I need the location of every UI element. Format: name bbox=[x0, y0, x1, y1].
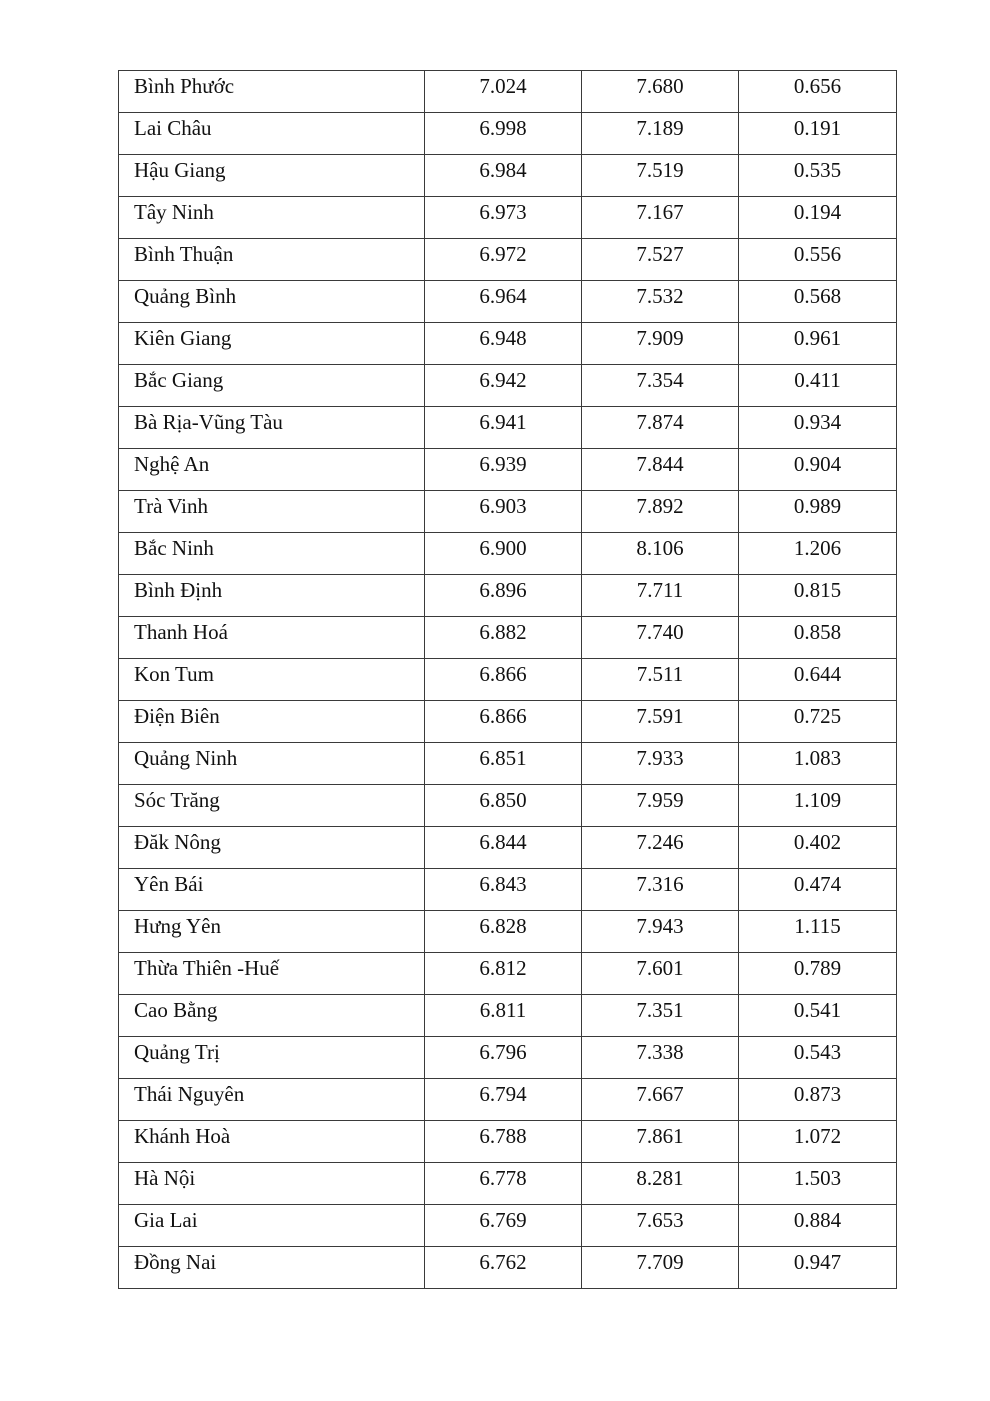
province-name-cell-text: Lai Châu bbox=[134, 116, 212, 140]
province-name-cell bbox=[119, 575, 425, 617]
value-cell-1 bbox=[425, 1163, 582, 1205]
value-cell-1-text: 6.941 bbox=[479, 410, 527, 434]
difference-cell-text: 0.656 bbox=[793, 74, 842, 98]
difference-cell-text: 1.072 bbox=[793, 1124, 842, 1148]
difference-cell bbox=[739, 323, 897, 365]
value-cell-2 bbox=[582, 911, 739, 953]
table-row bbox=[119, 911, 897, 953]
value-cell-1-text: 6.948 bbox=[479, 326, 527, 350]
value-cell-2-text: 7.338 bbox=[636, 1040, 684, 1064]
table-row bbox=[119, 533, 897, 575]
value-cell-2 bbox=[582, 491, 739, 533]
province-name-cell bbox=[119, 1163, 425, 1205]
value-cell-2-text: 7.591 bbox=[636, 704, 684, 728]
value-cell-2 bbox=[582, 743, 739, 785]
difference-cell-text: 0.543 bbox=[793, 1040, 842, 1064]
value-cell-1 bbox=[425, 911, 582, 953]
value-cell-1 bbox=[425, 1037, 582, 1079]
difference-cell bbox=[739, 743, 897, 785]
difference-cell bbox=[739, 155, 897, 197]
province-name-cell bbox=[119, 911, 425, 953]
value-cell-1 bbox=[425, 113, 582, 155]
province-name-cell bbox=[119, 239, 425, 281]
value-cell-1 bbox=[425, 71, 582, 113]
value-cell-1 bbox=[425, 491, 582, 533]
table-row bbox=[119, 1079, 897, 1121]
province-name-cell-text: Quảng Bình bbox=[134, 284, 237, 308]
difference-cell bbox=[739, 491, 897, 533]
table-row bbox=[119, 617, 897, 659]
difference-cell-text: 0.556 bbox=[793, 242, 842, 266]
difference-cell-text: 0.402 bbox=[793, 830, 842, 854]
difference-cell bbox=[739, 1121, 897, 1163]
difference-cell bbox=[739, 827, 897, 869]
value-cell-1 bbox=[425, 869, 582, 911]
province-name-cell-text: Điện Biên bbox=[134, 704, 220, 728]
value-cell-2-text: 8.281 bbox=[636, 1166, 684, 1190]
value-cell-2-text: 7.527 bbox=[636, 242, 684, 266]
value-cell-2 bbox=[582, 575, 739, 617]
value-cell-1-text: 7.024 bbox=[479, 74, 527, 98]
value-cell-1 bbox=[425, 239, 582, 281]
value-cell-2 bbox=[582, 197, 739, 239]
province-name-cell bbox=[119, 995, 425, 1037]
value-cell-1-text: 6.896 bbox=[479, 578, 527, 602]
value-cell-2 bbox=[582, 1121, 739, 1163]
province-name-cell bbox=[119, 1121, 425, 1163]
difference-cell bbox=[739, 71, 897, 113]
value-cell-1-text: 6.942 bbox=[479, 368, 527, 392]
value-cell-2-text: 7.667 bbox=[636, 1082, 684, 1106]
value-cell-2-text: 7.246 bbox=[636, 830, 684, 854]
province-name-cell-text: Thừa Thiên -Huế bbox=[134, 956, 280, 980]
province-name-cell-text: Kon Tum bbox=[134, 662, 214, 686]
value-cell-1 bbox=[425, 575, 582, 617]
difference-cell-text: 0.644 bbox=[793, 662, 842, 686]
province-name-cell bbox=[119, 953, 425, 995]
province-name-cell-text: Đồng Nai bbox=[134, 1250, 217, 1274]
value-cell-2 bbox=[582, 659, 739, 701]
value-cell-2-text: 7.909 bbox=[636, 326, 684, 350]
difference-cell-text: 1.206 bbox=[793, 536, 842, 560]
value-cell-1-text: 6.866 bbox=[479, 704, 527, 728]
value-cell-2 bbox=[582, 365, 739, 407]
province-name-cell bbox=[119, 113, 425, 155]
value-cell-1-text: 6.903 bbox=[479, 494, 527, 518]
value-cell-1 bbox=[425, 617, 582, 659]
value-cell-1-text: 6.964 bbox=[479, 284, 527, 308]
value-cell-1-text: 6.882 bbox=[479, 620, 527, 644]
province-name-cell-text: Bắc Ninh bbox=[134, 536, 214, 560]
value-cell-2 bbox=[582, 239, 739, 281]
value-cell-1 bbox=[425, 323, 582, 365]
difference-cell bbox=[739, 869, 897, 911]
province-name-cell bbox=[119, 701, 425, 743]
table-row bbox=[119, 239, 897, 281]
value-cell-1 bbox=[425, 743, 582, 785]
difference-cell-text: 1.115 bbox=[794, 914, 841, 938]
province-name-cell-text: Đăk Nông bbox=[134, 830, 221, 854]
value-cell-1-text: 6.796 bbox=[479, 1040, 527, 1064]
value-cell-2 bbox=[582, 1205, 739, 1247]
table-row bbox=[119, 1121, 897, 1163]
difference-cell-text: 1.109 bbox=[793, 788, 842, 812]
difference-cell bbox=[739, 911, 897, 953]
province-name-cell-text: Hưng Yên bbox=[134, 914, 222, 938]
province-name-cell-text: Bà Rịa-Vũng Tàu bbox=[134, 410, 283, 434]
value-cell-2-text: 7.189 bbox=[636, 116, 684, 140]
difference-cell-text: 0.815 bbox=[793, 578, 842, 602]
province-name-cell bbox=[119, 281, 425, 323]
difference-cell bbox=[739, 365, 897, 407]
difference-cell-text: 0.934 bbox=[793, 410, 842, 434]
difference-cell bbox=[739, 1247, 897, 1289]
value-cell-2 bbox=[582, 1247, 739, 1289]
difference-cell-text: 0.873 bbox=[793, 1082, 842, 1106]
table-row bbox=[119, 659, 897, 701]
province-name-cell bbox=[119, 785, 425, 827]
table-row bbox=[119, 869, 897, 911]
value-cell-1-text: 6.811 bbox=[479, 998, 527, 1022]
value-cell-2 bbox=[582, 1037, 739, 1079]
value-cell-1-text: 6.788 bbox=[479, 1124, 527, 1148]
table-row bbox=[119, 281, 897, 323]
value-cell-2-text: 7.601 bbox=[636, 956, 684, 980]
difference-cell bbox=[739, 1079, 897, 1121]
table-row bbox=[119, 113, 897, 155]
difference-cell bbox=[739, 1037, 897, 1079]
province-name-cell-text: Bình Thuận bbox=[134, 242, 234, 266]
province-name-cell bbox=[119, 869, 425, 911]
province-name-cell bbox=[119, 533, 425, 575]
difference-cell bbox=[739, 197, 897, 239]
table-body bbox=[119, 71, 897, 1289]
value-cell-1-text: 6.769 bbox=[479, 1208, 527, 1232]
table-row bbox=[119, 71, 897, 113]
province-name-cell bbox=[119, 407, 425, 449]
province-name-cell bbox=[119, 1079, 425, 1121]
value-cell-1 bbox=[425, 197, 582, 239]
value-cell-1-text: 6.973 bbox=[479, 200, 527, 224]
value-cell-2-text: 7.511 bbox=[636, 662, 684, 686]
province-name-cell-text: Yên Bái bbox=[134, 872, 204, 896]
province-name-cell bbox=[119, 1205, 425, 1247]
value-cell-1 bbox=[425, 1121, 582, 1163]
value-cell-2-text: 7.354 bbox=[636, 368, 684, 392]
table-row bbox=[119, 155, 897, 197]
table-row bbox=[119, 365, 897, 407]
province-name-cell-text: Thái Nguyên bbox=[134, 1082, 245, 1106]
value-cell-2 bbox=[582, 1079, 739, 1121]
province-name-cell-text: Trà Vinh bbox=[134, 494, 209, 518]
difference-cell bbox=[739, 953, 897, 995]
value-cell-1 bbox=[425, 701, 582, 743]
difference-cell bbox=[739, 617, 897, 659]
difference-cell bbox=[739, 701, 897, 743]
difference-cell-text: 0.858 bbox=[793, 620, 842, 644]
province-name-cell bbox=[119, 827, 425, 869]
value-cell-1 bbox=[425, 533, 582, 575]
province-name-cell-text: Nghệ An bbox=[134, 452, 210, 476]
difference-cell-text: 0.947 bbox=[793, 1250, 842, 1274]
value-cell-1 bbox=[425, 995, 582, 1037]
table-row bbox=[119, 197, 897, 239]
value-cell-2 bbox=[582, 995, 739, 1037]
province-name-cell-text: Bình Phước bbox=[134, 74, 235, 98]
value-cell-2 bbox=[582, 1163, 739, 1205]
difference-cell-text: 1.083 bbox=[793, 746, 842, 770]
difference-cell bbox=[739, 1205, 897, 1247]
value-cell-1 bbox=[425, 1205, 582, 1247]
value-cell-2-text: 7.933 bbox=[636, 746, 684, 770]
difference-cell bbox=[739, 995, 897, 1037]
value-cell-1-text: 6.762 bbox=[479, 1250, 527, 1274]
value-cell-1 bbox=[425, 785, 582, 827]
difference-cell bbox=[739, 785, 897, 827]
value-cell-2-text: 8.106 bbox=[636, 536, 684, 560]
difference-cell-text: 0.541 bbox=[793, 998, 842, 1022]
difference-cell-text: 0.725 bbox=[793, 704, 842, 728]
difference-cell bbox=[739, 281, 897, 323]
difference-cell bbox=[739, 575, 897, 617]
value-cell-2 bbox=[582, 155, 739, 197]
table-row bbox=[119, 743, 897, 785]
value-cell-1 bbox=[425, 449, 582, 491]
table-row bbox=[119, 701, 897, 743]
value-cell-2-text: 7.892 bbox=[636, 494, 684, 518]
value-cell-1-text: 6.866 bbox=[479, 662, 527, 686]
value-cell-2 bbox=[582, 533, 739, 575]
difference-cell-text: 0.474 bbox=[793, 872, 842, 896]
difference-cell bbox=[739, 113, 897, 155]
value-cell-2-text: 7.709 bbox=[636, 1250, 684, 1274]
table-row bbox=[119, 449, 897, 491]
province-name-cell bbox=[119, 491, 425, 533]
value-cell-2 bbox=[582, 617, 739, 659]
province-name-cell bbox=[119, 155, 425, 197]
table-row bbox=[119, 827, 897, 869]
difference-cell-text: 0.191 bbox=[793, 116, 842, 140]
value-cell-2 bbox=[582, 785, 739, 827]
value-cell-2 bbox=[582, 281, 739, 323]
value-cell-1-text: 6.972 bbox=[479, 242, 527, 266]
value-cell-2-text: 7.874 bbox=[636, 410, 684, 434]
value-cell-2 bbox=[582, 71, 739, 113]
value-cell-2-text: 7.351 bbox=[636, 998, 684, 1022]
province-name-cell bbox=[119, 71, 425, 113]
province-name-cell bbox=[119, 1247, 425, 1289]
value-cell-1-text: 6.984 bbox=[479, 158, 527, 182]
province-name-cell bbox=[119, 617, 425, 659]
table-row bbox=[119, 323, 897, 365]
difference-cell-text: 0.961 bbox=[793, 326, 842, 350]
value-cell-1 bbox=[425, 827, 582, 869]
province-name-cell-text: Gia Lai bbox=[134, 1208, 198, 1232]
table-row bbox=[119, 1037, 897, 1079]
value-cell-2 bbox=[582, 953, 739, 995]
value-cell-1 bbox=[425, 1247, 582, 1289]
value-cell-2 bbox=[582, 323, 739, 365]
province-name-cell-text: Hậu Giang bbox=[134, 158, 226, 182]
difference-cell-text: 1.503 bbox=[793, 1166, 842, 1190]
province-name-cell bbox=[119, 1037, 425, 1079]
value-cell-2 bbox=[582, 407, 739, 449]
province-name-cell-text: Bình Định bbox=[134, 578, 223, 602]
province-name-cell bbox=[119, 197, 425, 239]
value-cell-2-text: 7.316 bbox=[636, 872, 684, 896]
difference-cell-text: 0.568 bbox=[793, 284, 842, 308]
table-row bbox=[119, 407, 897, 449]
difference-cell-text: 0.789 bbox=[793, 956, 842, 980]
province-name-cell-text: Khánh Hoà bbox=[134, 1124, 231, 1148]
value-cell-1 bbox=[425, 407, 582, 449]
table-row bbox=[119, 1163, 897, 1205]
difference-cell bbox=[739, 449, 897, 491]
difference-cell-text: 0.884 bbox=[793, 1208, 842, 1232]
difference-cell bbox=[739, 407, 897, 449]
value-cell-1-text: 6.778 bbox=[479, 1166, 527, 1190]
value-cell-1-text: 6.850 bbox=[479, 788, 527, 812]
difference-cell bbox=[739, 1163, 897, 1205]
table-row bbox=[119, 953, 897, 995]
province-name-cell-text: Tây Ninh bbox=[134, 200, 214, 224]
province-name-cell bbox=[119, 743, 425, 785]
value-cell-2-text: 7.167 bbox=[636, 200, 684, 224]
table-row bbox=[119, 995, 897, 1037]
value-cell-2-text: 7.959 bbox=[636, 788, 684, 812]
value-cell-1-text: 6.851 bbox=[479, 746, 527, 770]
value-cell-2-text: 7.680 bbox=[636, 74, 684, 98]
value-cell-1 bbox=[425, 365, 582, 407]
province-name-cell bbox=[119, 449, 425, 491]
value-cell-2 bbox=[582, 449, 739, 491]
value-cell-2-text: 7.532 bbox=[636, 284, 684, 308]
province-name-cell-text: Quảng Ninh bbox=[134, 746, 238, 770]
province-name-cell-text: Thanh Hoá bbox=[134, 620, 228, 644]
province-name-cell bbox=[119, 365, 425, 407]
value-cell-1-text: 6.900 bbox=[479, 536, 527, 560]
value-cell-2-text: 7.653 bbox=[636, 1208, 684, 1232]
table-row bbox=[119, 491, 897, 533]
difference-cell-text: 0.535 bbox=[793, 158, 842, 182]
value-cell-2 bbox=[582, 869, 739, 911]
value-cell-2-text: 7.861 bbox=[636, 1124, 684, 1148]
table-row bbox=[119, 785, 897, 827]
difference-cell bbox=[739, 239, 897, 281]
value-cell-2-text: 7.519 bbox=[636, 158, 684, 182]
value-cell-1-text: 6.843 bbox=[479, 872, 527, 896]
table-row bbox=[119, 1247, 897, 1289]
value-cell-2 bbox=[582, 701, 739, 743]
province-name-cell-text: Bắc Giang bbox=[134, 368, 224, 392]
value-cell-1-text: 6.844 bbox=[479, 830, 527, 854]
value-cell-1-text: 6.828 bbox=[479, 914, 527, 938]
value-cell-1 bbox=[425, 1079, 582, 1121]
province-name-cell-text: Kiên Giang bbox=[134, 326, 232, 350]
value-cell-2-text: 7.943 bbox=[636, 914, 684, 938]
value-cell-1 bbox=[425, 659, 582, 701]
value-cell-1-text: 6.794 bbox=[479, 1082, 527, 1106]
value-cell-2-text: 7.844 bbox=[636, 452, 684, 476]
province-name-cell bbox=[119, 323, 425, 365]
difference-cell-text: 0.194 bbox=[793, 200, 842, 224]
difference-cell-text: 0.989 bbox=[793, 494, 842, 518]
table-row bbox=[119, 1205, 897, 1247]
value-cell-2-text: 7.711 bbox=[636, 578, 684, 602]
value-cell-2-text: 7.740 bbox=[636, 620, 684, 644]
province-name-cell bbox=[119, 659, 425, 701]
value-cell-2 bbox=[582, 827, 739, 869]
province-score-table bbox=[118, 70, 897, 1289]
table-row bbox=[119, 575, 897, 617]
value-cell-2 bbox=[582, 113, 739, 155]
province-name-cell-text: Hà Nội bbox=[134, 1166, 196, 1190]
value-cell-1 bbox=[425, 953, 582, 995]
province-name-cell-text: Sóc Trăng bbox=[134, 788, 220, 812]
difference-cell-text: 0.411 bbox=[794, 368, 841, 392]
province-name-cell-text: Quảng Trị bbox=[134, 1040, 220, 1064]
value-cell-1-text: 6.812 bbox=[479, 956, 527, 980]
difference-cell bbox=[739, 533, 897, 575]
value-cell-1 bbox=[425, 155, 582, 197]
value-cell-1-text: 6.998 bbox=[479, 116, 527, 140]
value-cell-1-text: 6.939 bbox=[479, 452, 527, 476]
value-cell-1 bbox=[425, 281, 582, 323]
province-name-cell-text: Cao Bằng bbox=[134, 998, 218, 1022]
difference-cell-text: 0.904 bbox=[793, 452, 842, 476]
difference-cell bbox=[739, 659, 897, 701]
